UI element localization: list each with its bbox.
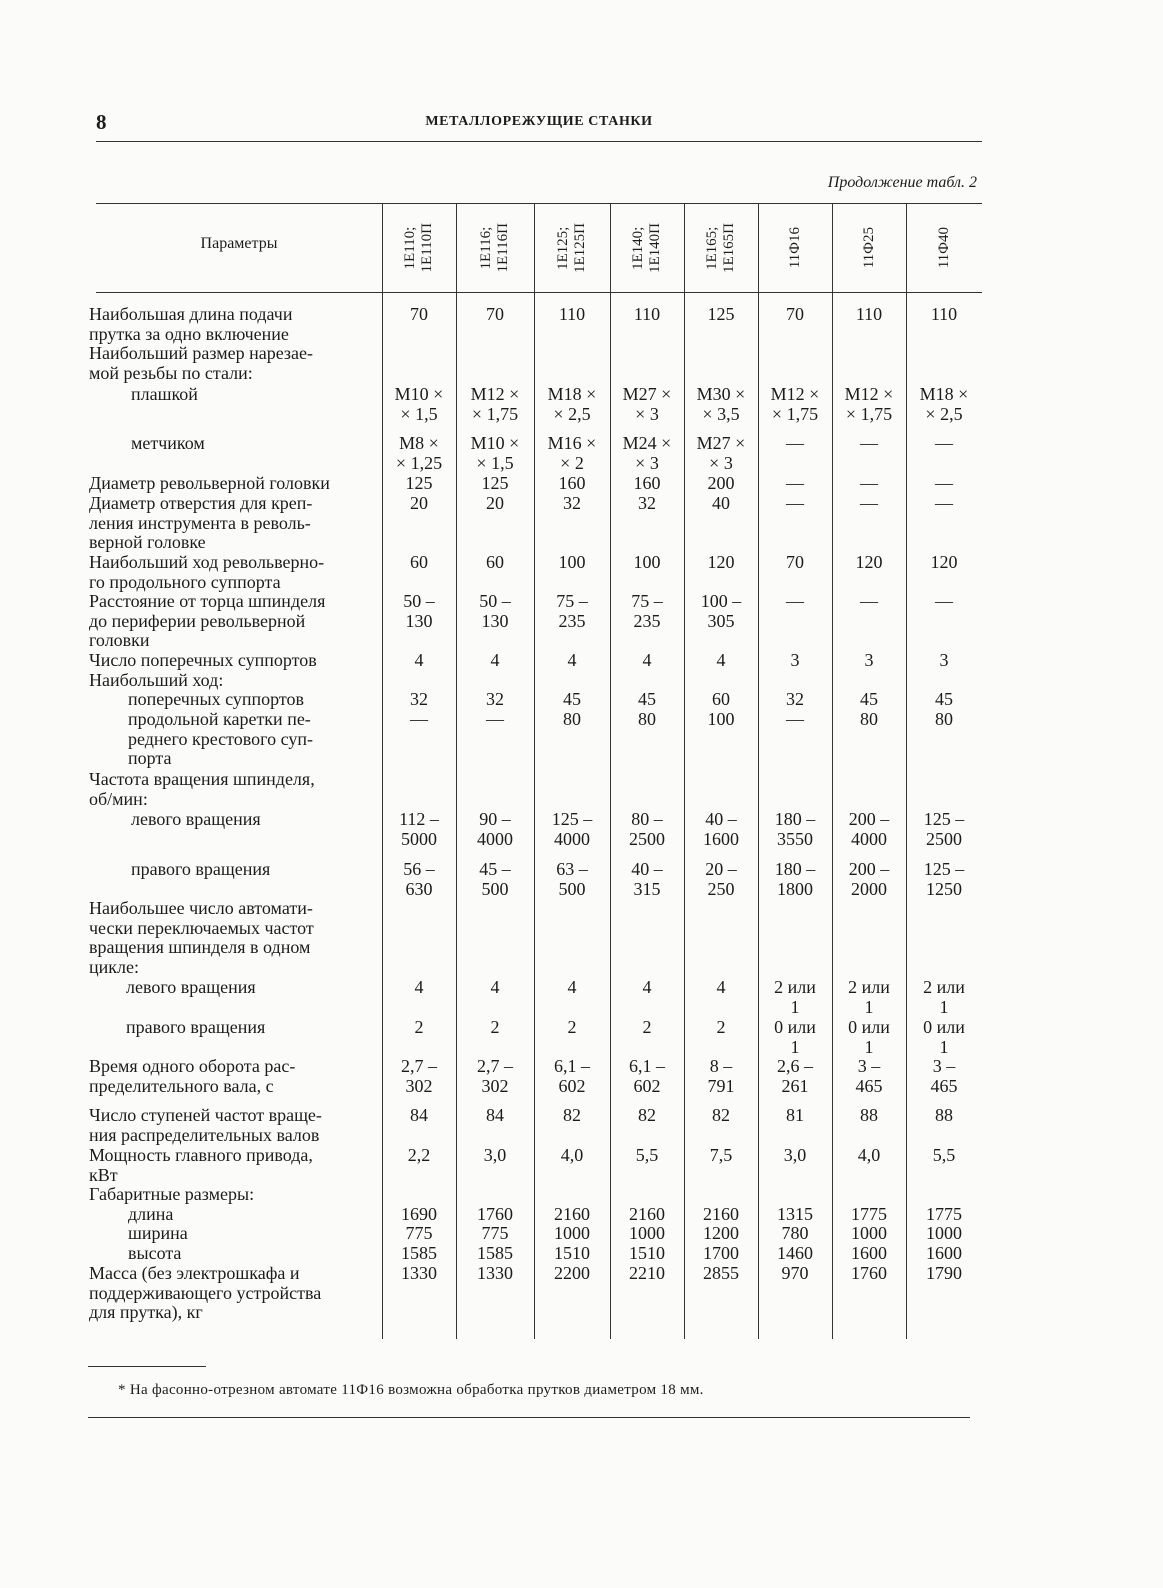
row-label: левого вращения [131, 809, 261, 829]
column-divider [832, 203, 833, 1339]
table-cell: 82 [563, 1105, 581, 1125]
table-cell: М12 × × 1,75 [844, 384, 894, 424]
column-header-label: 11Ф40 [935, 227, 952, 269]
table-cell: 40 – 315 [631, 859, 663, 899]
table-cell: 1700 [703, 1243, 739, 1263]
table-cell: М27 × × 3 [696, 433, 746, 473]
table-cell: 1315 [777, 1204, 813, 1224]
table-cell: 1585 [401, 1243, 437, 1263]
table-cell: 1790 [926, 1263, 962, 1283]
table-cell: М16 × × 2 [547, 433, 597, 473]
table-cell: 1775 [851, 1204, 887, 1224]
table-cell: 32 [486, 689, 504, 709]
table-cell: 80 [860, 709, 878, 729]
table-cell: 160 [633, 473, 661, 493]
table-cell: 4 [642, 650, 652, 670]
table-cell: 45 – 500 [479, 859, 511, 899]
footnote-rule [88, 1366, 206, 1367]
table-cell: 120 [707, 552, 735, 572]
table-cell: 32 [410, 689, 428, 709]
table-cell: 60 [712, 689, 730, 709]
table-cell: 3 [790, 650, 800, 670]
row-label: Число ступеней частот враще- ния распределительных валов [89, 1105, 322, 1145]
table-cell: — [935, 473, 953, 493]
row-label: правого вращения [131, 859, 271, 879]
row-label: длина [128, 1204, 174, 1224]
column-header [534, 210, 610, 286]
table-cell: 970 [781, 1263, 809, 1283]
table-cell: 112 – 5000 [399, 809, 439, 849]
table-cell: 125 [707, 304, 735, 324]
footnote: * На фасонно-отрезном автомате 11Ф16 возможна обработка прутков диаметром 18 мм. [118, 1382, 704, 1398]
table-cell: 90 – 4000 [477, 809, 513, 849]
column-divider [906, 203, 907, 1339]
table-cell: 1330 [477, 1263, 513, 1283]
table-caption: Продолжение табл. 2 [827, 174, 977, 191]
table-cell: 1330 [401, 1263, 437, 1283]
table-cell: М24 × × 3 [622, 433, 672, 473]
table-cell: 2 или 1 [774, 977, 816, 1017]
table-cell: 80 [935, 709, 953, 729]
table-cell: 81 [786, 1105, 804, 1125]
row-label: метчиком [131, 433, 205, 453]
table-cell: 110 [855, 304, 883, 324]
row-label: Наибольшее число автомати- чески переключаемых частот вращения шпинделя в одном цикле: [89, 898, 314, 977]
table-cell: 2 [642, 1017, 652, 1037]
table-cell: 32 [786, 689, 804, 709]
table-cell: 75 – 235 [556, 591, 588, 631]
table-cell: 110 [930, 304, 958, 324]
table-cell: 110 [633, 304, 661, 324]
table-cell: М12 × × 1,75 [470, 384, 520, 424]
row-label: Расстояние от торца шпинделя до периферии револьверной головки [89, 591, 326, 650]
table-cell: 4 [642, 977, 652, 997]
table-cell: 50 – 130 [479, 591, 511, 631]
row-label: высота [128, 1243, 182, 1263]
table-cell: 180 – 1800 [774, 859, 816, 899]
table-cell: 4 [567, 977, 577, 997]
table-cell: 4 [490, 977, 500, 997]
table-cell: 1600 [926, 1243, 962, 1263]
table-cell: 125 [481, 473, 509, 493]
table-cell: 20 [410, 493, 428, 513]
table-cell: М18 × × 2,5 [547, 384, 597, 424]
row-label: Частота вращения шпинделя, об/мин: [89, 769, 315, 809]
table-cell: 780 [781, 1223, 809, 1243]
table-cell: 125 [405, 473, 433, 493]
row-label: правого вращения [126, 1017, 266, 1037]
table-cell: 80 – 2500 [629, 809, 665, 849]
table-cell: 2 [567, 1017, 577, 1037]
table-cell: — [786, 591, 804, 611]
column-header [758, 210, 832, 286]
table-cell: 20 – 250 [705, 859, 737, 899]
table-cell: 2,2 [407, 1145, 431, 1165]
table-cell: 4 [567, 650, 577, 670]
table-cell: 2,7 – 302 [401, 1056, 437, 1096]
table-cell: 125 – 4000 [551, 809, 593, 849]
table-cell: 56 – 630 [403, 859, 435, 899]
row-label: плашкой [131, 384, 198, 404]
row-label: ширина [128, 1223, 188, 1243]
column-header [610, 210, 684, 286]
table-cell: 82 [712, 1105, 730, 1125]
table-cell: 88 [860, 1105, 878, 1125]
table-cell: 32 [563, 493, 581, 513]
table-cell: — [860, 473, 878, 493]
table-cell: 3 [864, 650, 874, 670]
table-cell: 110 [558, 304, 586, 324]
table-cell: М30 × × 3,5 [696, 384, 746, 424]
table-cell: 84 [410, 1105, 428, 1125]
table-cell: — [486, 709, 504, 729]
row-label: Габаритные размеры: [89, 1184, 255, 1204]
table-cell: 20 [486, 493, 504, 513]
column-header [456, 210, 534, 286]
table-cell: 82 [638, 1105, 656, 1125]
row-label: Число поперечных суппортов [89, 650, 317, 670]
column-divider [456, 203, 457, 1339]
table-cell: 63 – 500 [556, 859, 588, 899]
table-cell: 2210 [629, 1263, 665, 1283]
table-cell: — [410, 709, 428, 729]
column-header-label: 11Ф16 [786, 227, 803, 269]
table-cell: 3,0 [483, 1145, 507, 1165]
table-cell: 1200 [703, 1223, 739, 1243]
table-cell: — [786, 473, 804, 493]
table-cell: 45 [935, 689, 953, 709]
table-cell: — [935, 591, 953, 611]
table-cell: 75 – 235 [631, 591, 663, 631]
column-header-label: 1Е140; 1Е140П [630, 223, 663, 273]
column-divider [534, 203, 535, 1339]
table-cell: 1585 [477, 1243, 513, 1263]
table-cell: 100 [558, 552, 586, 572]
table-cell: 2 [716, 1017, 726, 1037]
table-cell: М18 × × 2,5 [919, 384, 969, 424]
table-cell: 70 [486, 304, 504, 324]
table-cell: 45 [563, 689, 581, 709]
table-cell: 1600 [851, 1243, 887, 1263]
table-cell: 2855 [703, 1263, 739, 1283]
column-header [906, 210, 982, 286]
table-cell: — [786, 709, 804, 729]
table-cell: 1000 [926, 1223, 962, 1243]
table-cell: 5,5 [932, 1145, 956, 1165]
table-cell: 775 [405, 1223, 433, 1243]
table-cell: 40 – 1600 [703, 809, 739, 849]
table-cell: 775 [481, 1223, 509, 1243]
table-cell: 4 [716, 977, 726, 997]
column-header-label: 11Ф25 [860, 227, 877, 269]
table-cell: 200 [707, 473, 735, 493]
table-cell: М27 × × 3 [622, 384, 672, 424]
row-label: Масса (без электрошкафа и поддерживающего устройства для прутка), кг [89, 1263, 322, 1322]
table-cell: 80 [563, 709, 581, 729]
row-label: Время одного оборота рас- пределительного вала, с [89, 1056, 296, 1096]
page-header [96, 110, 982, 140]
column-divider [610, 203, 611, 1339]
table-cell: 2160 [629, 1204, 665, 1224]
row-label: Наибольшая длина подачи прутка за одно включение [89, 304, 293, 344]
row-label: Мощность главного привода, кВт [89, 1145, 313, 1185]
row-label: левого вращения [126, 977, 256, 997]
table-cell: 180 – 3550 [774, 809, 816, 849]
table-cell: — [935, 433, 953, 453]
table-cell: 3 – 465 [855, 1056, 883, 1096]
table-cell: 32 [638, 493, 656, 513]
page-number: 8 [96, 110, 107, 134]
table-cell: 2 [414, 1017, 424, 1037]
table-cell: М12 × × 1,75 [770, 384, 820, 424]
table-cell: 45 [860, 689, 878, 709]
table-cell: 1760 [477, 1204, 513, 1224]
table-cell: 70 [410, 304, 428, 324]
table-cell: 3 – 465 [930, 1056, 958, 1096]
table-cell: 4 [414, 977, 424, 997]
params-column-header: Параметры [200, 235, 278, 252]
table-cell: 84 [486, 1105, 504, 1125]
table-cell: 1000 [851, 1223, 887, 1243]
table-cell: 7,5 [709, 1145, 733, 1165]
table-cell: 1775 [926, 1204, 962, 1224]
table-cell: 70 [786, 304, 804, 324]
table-cell: 5,5 [635, 1145, 659, 1165]
row-label: Наибольший размер нарезае- мой резьбы по стали: [89, 343, 313, 383]
table-cell: 100 [633, 552, 661, 572]
table-cell: 2,6 – 261 [777, 1056, 813, 1096]
row-label: Наибольший ход: [89, 670, 224, 690]
table-cell: 100 [707, 709, 735, 729]
table-cell: 1510 [629, 1243, 665, 1263]
table-cell: 2 или 1 [848, 977, 890, 1017]
table-cell: 0 или 1 [848, 1017, 890, 1057]
table-cell: 0 или 1 [774, 1017, 816, 1057]
table-cell: 4 [490, 650, 500, 670]
table-cell: 2 или 1 [923, 977, 965, 1017]
table-cell: 4,0 [560, 1145, 584, 1165]
table-cell: 45 [638, 689, 656, 709]
table-cell: 60 [486, 552, 504, 572]
table-cell: 125 – 2500 [923, 809, 965, 849]
table-cell: 3,0 [783, 1145, 807, 1165]
running-title: МЕТАЛЛОРЕЖУЩИЕ СТАНКИ [425, 114, 653, 129]
table-cell: 88 [935, 1105, 953, 1125]
column-divider [758, 203, 759, 1339]
column-header-label: 1Е165; 1Е165П [704, 223, 737, 273]
row-label: Диаметр револьверной головки [89, 473, 330, 493]
table-cell: 80 [638, 709, 656, 729]
table-cell: 125 – 1250 [923, 859, 965, 899]
table-cell: 4,0 [857, 1145, 881, 1165]
table-cell: М10 × × 1,5 [394, 384, 444, 424]
table-header-rule [96, 292, 982, 293]
table-cell: 1000 [629, 1223, 665, 1243]
table-cell: — [786, 433, 804, 453]
column-header [832, 210, 906, 286]
table-top-rule [96, 203, 982, 204]
row-label: Наибольший ход револьверно- го продольного суппорта [89, 552, 325, 592]
table-cell: 6,1 – 602 [629, 1056, 665, 1096]
table-cell: 160 [558, 473, 586, 493]
table-cell: — [860, 493, 878, 513]
table-cell: 40 [712, 493, 730, 513]
table-cell: 2160 [703, 1204, 739, 1224]
table-cell: — [935, 493, 953, 513]
table-cell: 200 – 4000 [848, 809, 890, 849]
column-header [382, 210, 456, 286]
row-label: продольной каретки пе- реднего крестового суп- порта [128, 709, 313, 768]
table-cell: 3 [939, 650, 949, 670]
table-cell: М8 × × 1,25 [395, 433, 443, 473]
row-label: Диаметр отверстия для креп- ления инструмента в револь- верной головке [89, 493, 313, 552]
table-cell: 8 – 791 [707, 1056, 735, 1096]
table-cell: — [860, 433, 878, 453]
header-rule [96, 141, 982, 142]
table-cell: 50 – 130 [403, 591, 435, 631]
column-header [684, 210, 758, 286]
table-cell: 0 или 1 [923, 1017, 965, 1057]
table-cell: 1510 [554, 1243, 590, 1263]
bottom-rule [88, 1417, 970, 1418]
table-cell: 2 [490, 1017, 500, 1037]
table-cell: 1460 [777, 1243, 813, 1263]
table-cell: 2160 [554, 1204, 590, 1224]
column-header-label: 1Е110; 1Е110П [402, 223, 435, 273]
table-cell: 100 – 305 [700, 591, 742, 631]
table-cell: 4 [716, 650, 726, 670]
table-cell: 120 [930, 552, 958, 572]
table-cell: — [786, 493, 804, 513]
column-divider [382, 203, 383, 1339]
table-cell: 1000 [554, 1223, 590, 1243]
table-cell: 1690 [401, 1204, 437, 1224]
table-cell: 120 [855, 552, 883, 572]
table-cell: 4 [414, 650, 424, 670]
table-cell: 70 [786, 552, 804, 572]
table-cell: 6,1 – 602 [554, 1056, 590, 1096]
column-header-label: 1Е116; 1Е116П [478, 223, 511, 273]
column-divider [684, 203, 685, 1339]
table-cell: 2200 [554, 1263, 590, 1283]
row-label: поперечных суппортов [128, 689, 304, 709]
table-cell: М10 × × 1,5 [470, 433, 520, 473]
table-cell: 2,7 – 302 [477, 1056, 513, 1096]
column-header-label: 1Е125; 1Е125П [555, 223, 588, 273]
table-cell: 1760 [851, 1263, 887, 1283]
table-cell: 60 [410, 552, 428, 572]
table-cell: 200 – 2000 [848, 859, 890, 899]
table-cell: — [860, 591, 878, 611]
